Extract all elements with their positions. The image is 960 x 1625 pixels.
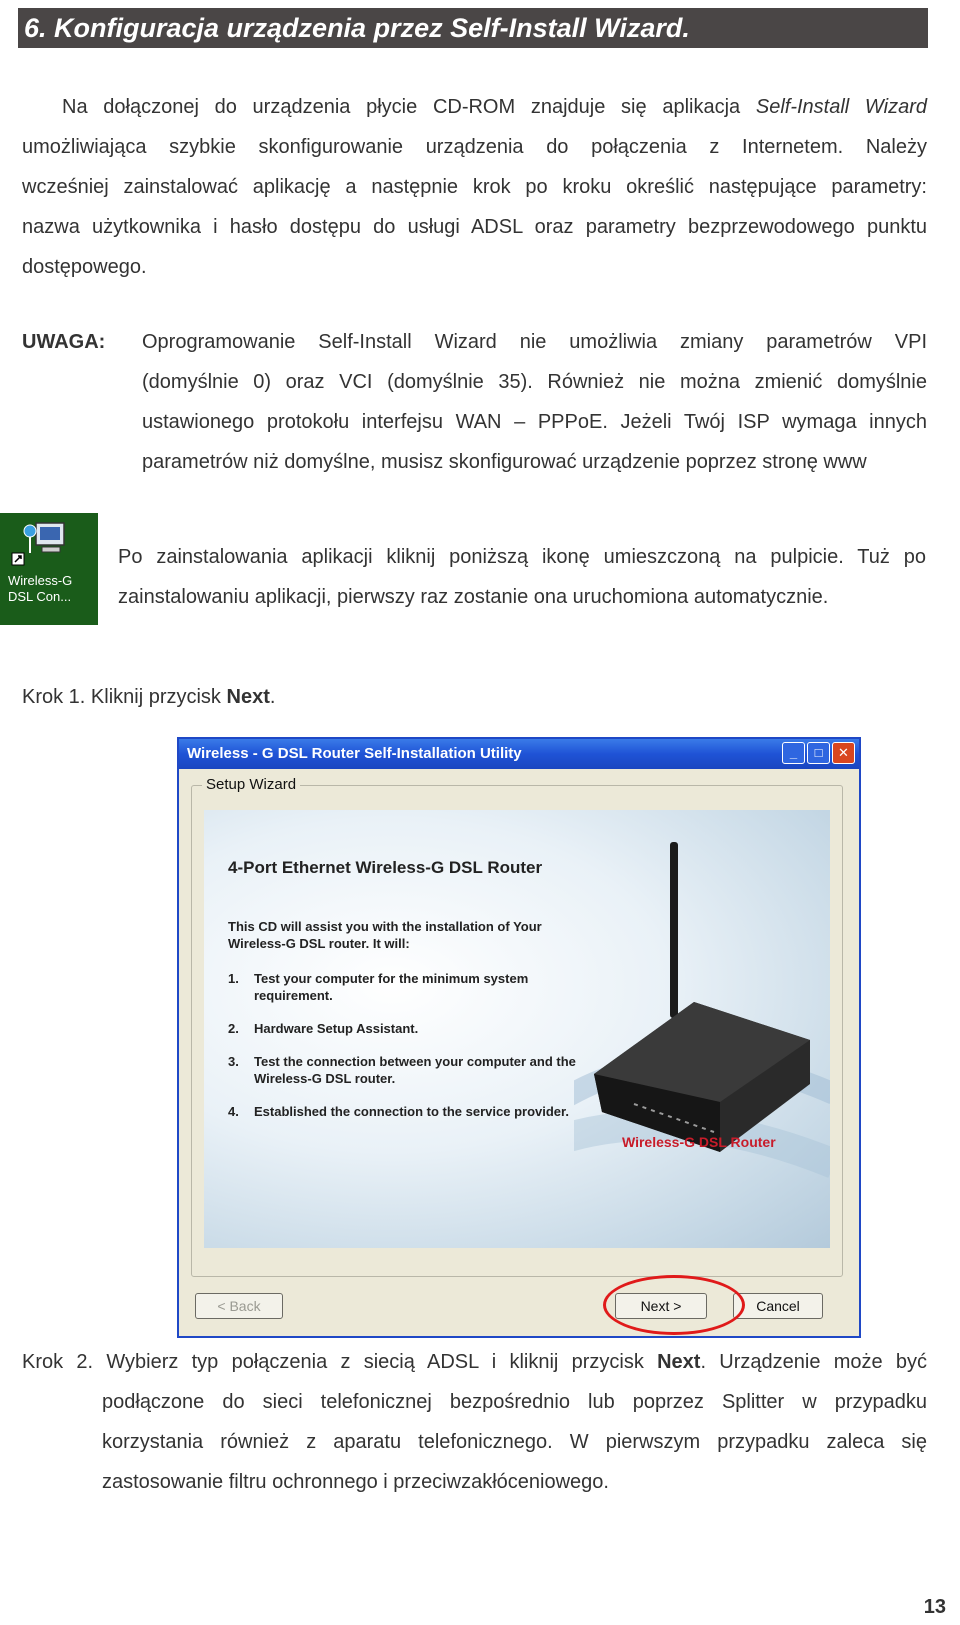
splash-image — [204, 810, 830, 1248]
splash-brand: Wireless-G DSL Router — [622, 1134, 776, 1150]
list-item-text: Established the connection to the service provider. — [254, 1104, 569, 1119]
step-1-suffix: . — [269, 686, 276, 708]
intro-line-2: umożliwiająca szybkie skonfigurowanie urządzenia do połączenia z Internetem. Należy — [22, 136, 927, 158]
step-1-instruction — [22, 686, 275, 709]
step-2-bold: Next — [657, 1351, 701, 1373]
intro-paragraph — [22, 87, 927, 287]
list-item — [228, 970, 608, 1004]
step-1-text: Krok 1. Kliknij przycisk — [22, 686, 227, 708]
intro-line-5: dostępowego. — [22, 256, 147, 278]
computer-network-icon — [0, 513, 98, 573]
group-label: Setup Wizard — [202, 776, 300, 793]
splash-title: 4-Port Ethernet Wireless-G DSL Router — [228, 858, 543, 877]
list-item-number: 4. — [228, 1104, 239, 1119]
after-install-line-1: Po zainstalowania aplikacji kliknij poniższą ikonę umieszczoną na pulpicie. Tuż po — [118, 546, 926, 568]
back-button[interactable]: < Back — [195, 1293, 283, 1319]
step-2-line-1 — [22, 1342, 927, 1382]
step-2-line-2: podłączone do sieci telefonicznej bezpośrednio lub poprzez Splitter w przypadku — [102, 1391, 927, 1413]
after-install-line-2: zainstalowaniu aplikacji, pierwszy raz zostanie ona uruchomiona automatycznie. — [118, 586, 829, 608]
list-item-text: Hardware Setup Assistant. — [254, 1021, 419, 1036]
splash-steps-list — [228, 970, 608, 1136]
step-2-continuation — [102, 1382, 927, 1502]
warning-body — [142, 322, 927, 482]
desktop-shortcut-label-line2: DSL Con... — [8, 589, 72, 604]
list-item-number: 3. — [228, 1054, 239, 1069]
intro-line-3: wcześniej zainstalować aplikację a następnie krok po kroku określić następujące parametry: — [22, 176, 927, 198]
window-controls — [782, 742, 855, 764]
setup-wizard-group — [191, 776, 843, 1277]
warning-label: UWAGA: — [22, 331, 106, 353]
step-2-text: Krok 2. Wybierz typ połączenia z siecią ADSL i kliknij przycisk — [22, 1351, 658, 1373]
desktop-shortcut-label-line1: Wireless-G — [8, 573, 73, 588]
step-2-suffix: . Urządzenie może być — [700, 1351, 927, 1373]
intro-line-1-text: Na dołączonej do urządzenia płycie CD-ROM znajduje się aplikacja — [62, 96, 756, 118]
step-2-line-3: korzystania również z aparatu telefonicznego. W pierwszym przypadku zaleca się — [102, 1431, 927, 1453]
warning-line-2: (domyślnie 0) oraz VCI (domyślnie 35). Również nie można zmienić domyślnie — [142, 371, 927, 393]
list-item-text: Test your computer for the minimum system requirement. — [254, 971, 529, 1003]
list-item — [228, 1103, 608, 1120]
step-2-line-4: zastosowanie filtru ochronnego i przeciwzakłóceniowego. — [102, 1471, 609, 1493]
desktop-shortcut-label — [8, 573, 72, 605]
intro-italic: Self-Install Wizard — [755, 96, 927, 118]
close-icon[interactable]: ✕ — [832, 742, 855, 764]
cancel-button[interactable]: Cancel — [733, 1293, 823, 1319]
warning-line-3: ustawionego protokołu interfejsu WAN – PPPoE. Jeżeli Twój ISP wymaga innych — [142, 411, 927, 433]
list-item-number: 2. — [228, 1021, 239, 1036]
step-2-instruction — [22, 1342, 927, 1493]
window-titlebar — [179, 739, 859, 769]
desktop-shortcut-icon — [0, 513, 98, 625]
window-title: Wireless - G DSL Router Self-Installation Utility — [187, 745, 522, 762]
list-item-number: 1. — [228, 971, 239, 986]
splash-intro: This CD will assist you with the installation of Your Wireless-G DSL router. It will: — [228, 919, 542, 951]
intro-line-4: nazwa użytkownika i hasło dostępu do usługi ADSL oraz parametry bezprzewodowego punktu — [22, 216, 927, 238]
installer-window — [177, 737, 861, 1338]
warning-label-text: UWAGA — [22, 331, 99, 353]
after-install-paragraph — [118, 537, 926, 617]
step-1-bold: Next — [226, 686, 270, 708]
list-item — [228, 1020, 608, 1037]
section-heading: 6. Konfiguracja urządzenia przez Self-Install Wizard. — [18, 8, 928, 48]
maximize-icon[interactable]: □ — [807, 742, 830, 764]
intro-line-1 — [22, 87, 927, 127]
minimize-icon[interactable]: _ — [782, 742, 805, 764]
warning-line-1: Oprogramowanie Self-Install Wizard nie umożliwia zmiany parametrów VPI — [142, 331, 927, 353]
list-item — [228, 1053, 608, 1087]
list-item-text: Test the connection between your computer and the Wireless-G DSL router. — [254, 1054, 576, 1086]
warning-line-4: parametrów niż domyślne, musisz skonfigurować urządzenie poprzez stronę www — [142, 451, 867, 473]
next-button[interactable]: Next > — [615, 1293, 707, 1319]
page-number: 13 — [923, 1596, 946, 1618]
